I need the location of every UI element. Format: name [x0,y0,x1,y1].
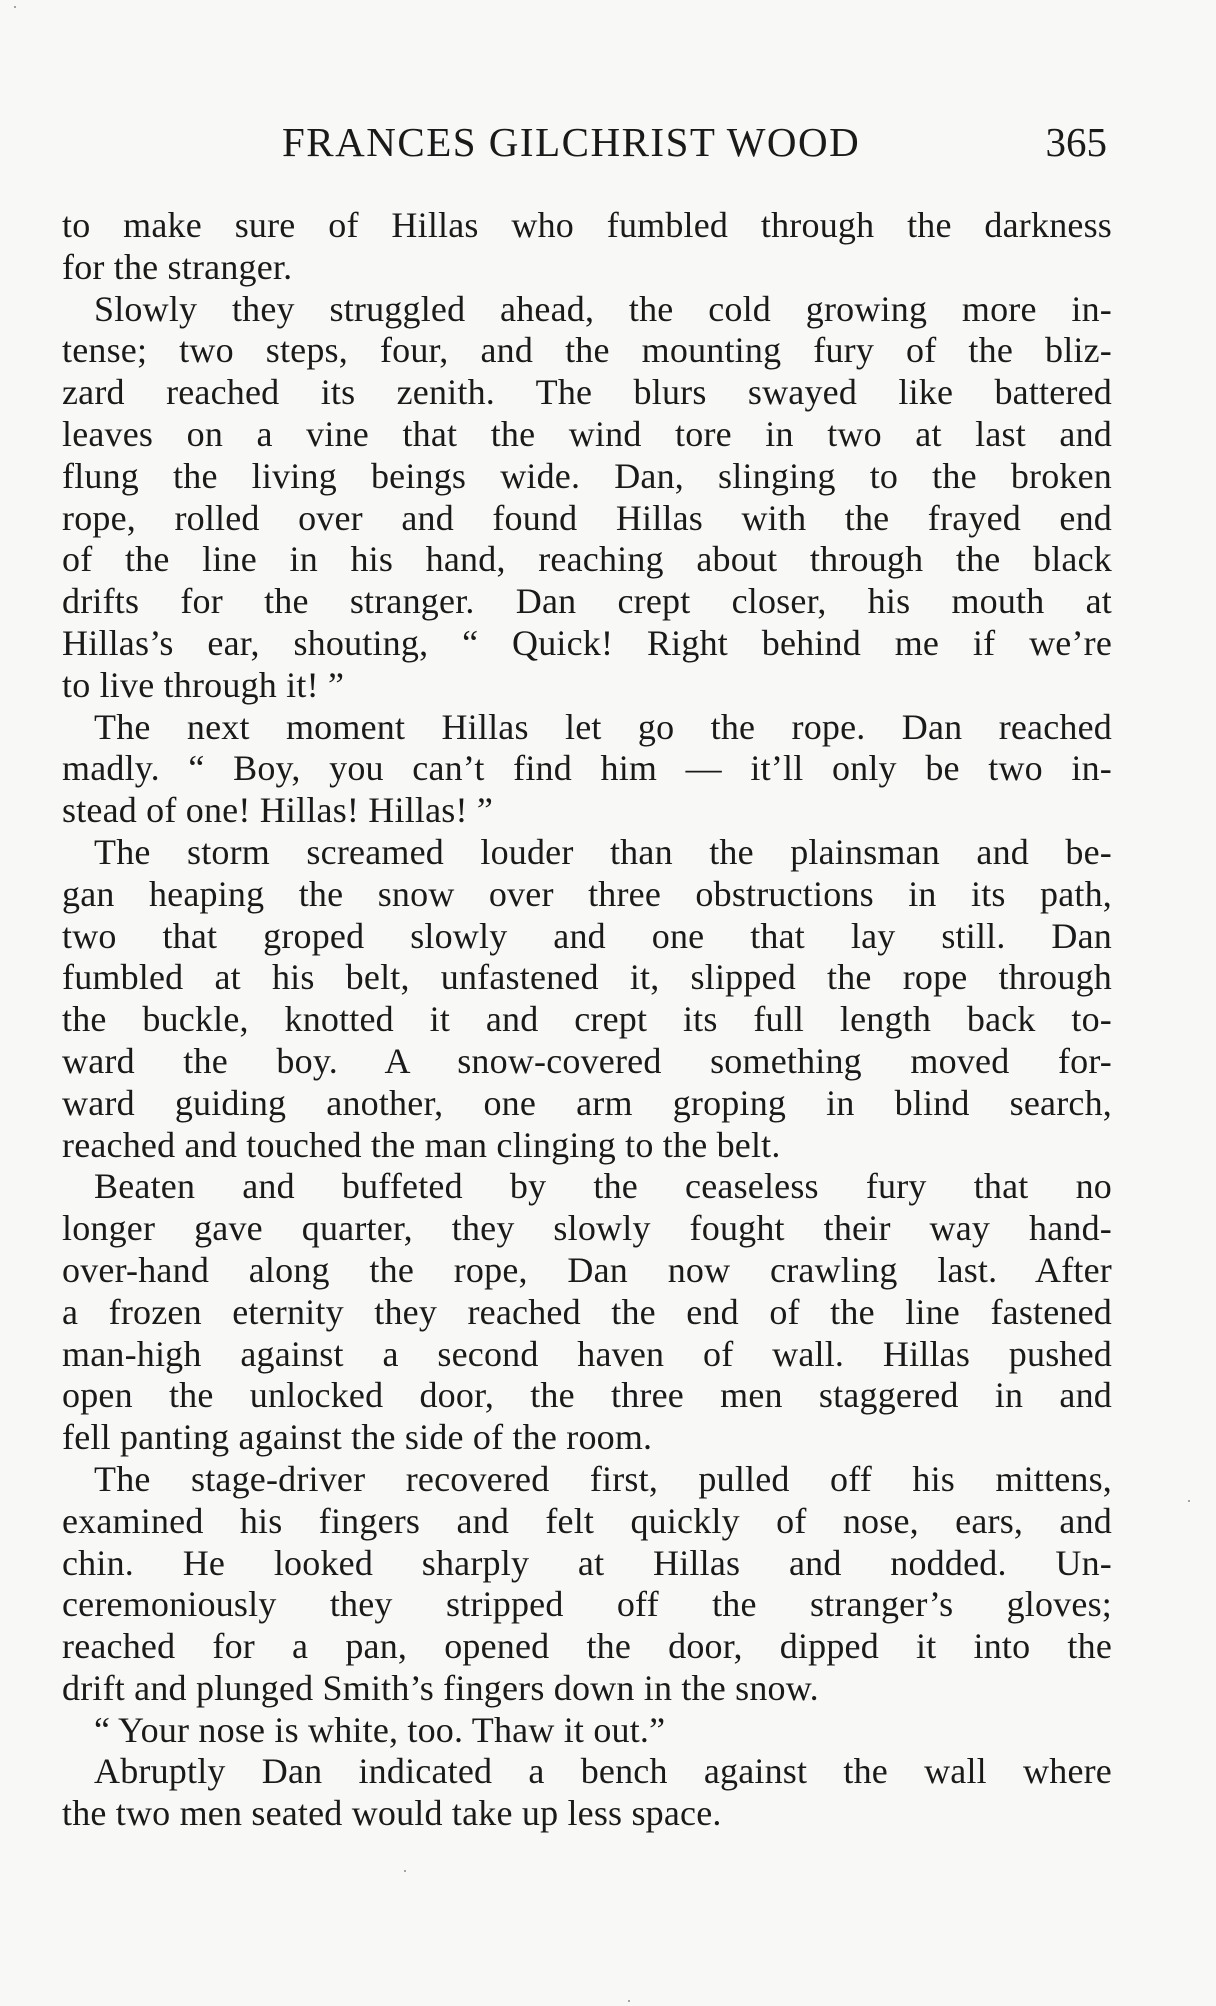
text-line: Slowly they struggled ahead, the cold growing more in- [94,288,1112,329]
text-line: The storm screamed louder than the plainsman and be- [94,831,1112,872]
text-line: to live through it! ” [62,664,345,705]
text-line: Abruptly Dan indicated a bench against the wall where [94,1751,1112,1792]
text-line: Hillas’s ear, shouting, “ Quick! Right behind me if we’re [62,622,1112,663]
text-line: chin. He looked sharply at Hillas and nodded. Un- [62,1542,1112,1583]
text-line: “ Your nose is white, too. Thaw it out.” [94,1709,666,1750]
text-line: drifts for the stranger. Dan crept closer, his mouth at [62,581,1112,622]
text-line: examined his fingers and felt quickly of nose, ears, and [62,1500,1112,1541]
text-line: stead of one! Hillas! Hillas! ” [62,790,494,831]
text-line: fumbled at his belt, unfastened it, slipped the rope through [62,957,1112,998]
text-line: man-high against a second haven of wall. Hillas pushed [62,1333,1112,1374]
text-line: The stage-driver recovered first, pulled off his mittens, [94,1458,1112,1499]
running-head [62,112,1107,172]
text-line: the two men seated would take up less space. [62,1793,722,1834]
text-line: leaves on a vine that the wind tore in two at last and [62,413,1112,454]
text-line: two that groped slowly and one that lay still. Dan [62,915,1112,956]
text-line: drift and plunged Smith’s fingers down in the snow. [62,1667,819,1708]
text-line: reached for a pan, opened the door, dipped it into the [62,1626,1112,1667]
text-line: for the stranger. [62,246,293,287]
scan-speck [404,1870,406,1872]
text-line: flung the living beings wide. Dan, slinging to the broken [62,455,1112,496]
text-line: tense; two steps, four, and the mounting fury of the bliz- [62,330,1112,371]
scan-speck [628,2000,630,2002]
text-line: reached and touched the man clinging to the belt. [62,1124,781,1165]
text-line: over-hand along the rope, Dan now crawling last. After [62,1249,1112,1290]
text-line: zard reached its zenith. The blurs swayed like battered [62,372,1112,413]
text-line: the buckle, knotted it and crept its full length back to- [62,999,1112,1040]
text-line: Beaten and buffeted by the ceaseless fury that no [94,1166,1112,1207]
body-text [62,205,1112,1835]
text-line: rope, rolled over and found Hillas with the frayed end [62,497,1112,538]
text-line: ceremoniously they stripped off the stranger’s gloves; [62,1584,1112,1625]
text-line: madly. “ Boy, you can’t find him — it’ll only be two in- [62,748,1112,789]
text-line: ward the boy. A snow-covered something moved for- [62,1040,1112,1081]
scan-speck [14,6,16,8]
text-line: longer gave quarter, they slowly fought their way hand- [62,1208,1112,1249]
running-title: FRANCES GILCHRIST WOOD [282,119,861,165]
text-line: gan heaping the snow over three obstructions in its path, [62,873,1112,914]
text-line: ward guiding another, one arm groping in blind search, [62,1082,1112,1123]
text-line: open the unlocked door, the three men staggered in and [62,1375,1112,1416]
text-line: fell panting against the side of the room. [62,1417,653,1458]
page-number: 365 [1045,119,1107,165]
scan-speck [1188,1500,1190,1502]
text-line: The next moment Hillas let go the rope. Dan reached [94,706,1112,747]
text-line: a frozen eternity they reached the end of the line fastened [62,1291,1112,1332]
text-line: of the line in his hand, reaching about through the black [62,539,1112,580]
text-line: to make sure of Hillas who fumbled through the darkness [62,205,1112,245]
